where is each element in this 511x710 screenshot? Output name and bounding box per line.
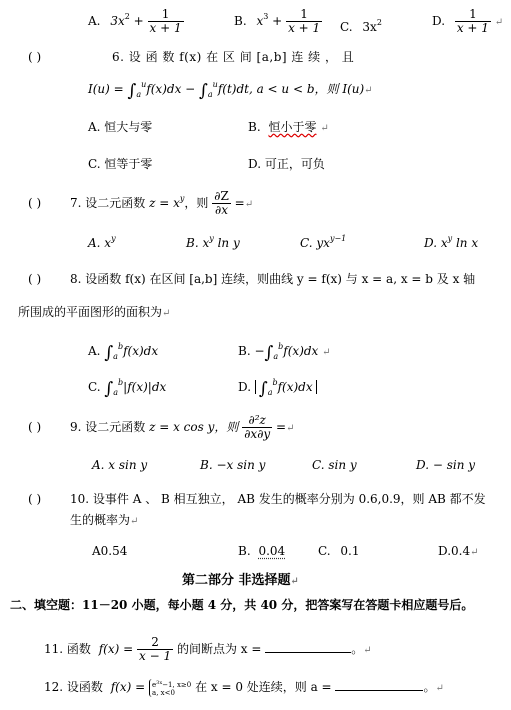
q9-stem: 9. 设二元函数 z = x cos y，则 $\frac{\text{∂²z}}{\partial x\partial y}$ =↵ [70, 413, 295, 442]
q6-option-c: C. 恒等于零 [88, 157, 153, 171]
q10-answer-paren[interactable]: ( ) [28, 492, 42, 506]
q6-answer-paren[interactable]: ( ) [28, 50, 42, 64]
q8-option-d: D. $\int_a^bf(x)dx$ [238, 378, 317, 399]
return-mark-icon: ↵ [286, 423, 295, 435]
return-mark-icon: ↵ [130, 516, 139, 527]
q8-stem-line2: 所围成的平面图形的面积为↵ [18, 305, 171, 319]
integral-icon: ∫ [199, 81, 208, 101]
integral-icon: ∫ [127, 81, 137, 101]
integral-icon: ∫ [264, 343, 274, 363]
q10-stem-line2: 生的概率为↵ [70, 513, 139, 527]
q9-option-c: C. sin y [312, 458, 357, 472]
integral-icon: ∫ [258, 379, 268, 399]
q10-option-a: A0.54 [92, 544, 128, 558]
return-mark-icon: ↵ [322, 347, 331, 358]
q5-b-fraction: $\frac{1}{x + 1}$ [288, 7, 321, 36]
q9-answer-paren[interactable]: ( ) [28, 420, 42, 434]
q9-option-b: B. −x sin y [200, 458, 266, 472]
part2-heading: 第二部分 非选择题↵ [182, 573, 299, 588]
q8-answer-paren[interactable]: ( ) [28, 272, 42, 286]
q10-option-c: C. 0.1 [318, 544, 360, 558]
q9-option-d: D. − sin y [416, 458, 476, 472]
q6-option-a: A. 恒大与零 [88, 120, 153, 134]
q5-option-c: C. $3x^2$ [340, 18, 382, 34]
q8-option-a: A. $\int_a^bf(x)dx$ [88, 342, 159, 363]
return-mark-icon: ↵ [364, 85, 373, 96]
q5-option-d: D. $\frac{1}{x + 1}$ ↵ [432, 7, 504, 36]
q7-stem: 7. 设二元函数 $z = x^y$，则 $\frac{\partial Z}{\partial x}$ =↵ [70, 189, 254, 218]
return-mark-icon: ↵ [435, 683, 444, 694]
q11-fraction: $\frac{2}{x - 1}$ [139, 635, 172, 664]
integral-icon: ∫ [104, 379, 114, 399]
return-mark-icon: ↵ [290, 576, 299, 587]
q10-option-b: B. 0.04 [238, 544, 286, 558]
return-mark-icon: ↵ [320, 123, 329, 134]
q10-option-d: D.0.4↵ [438, 544, 479, 558]
question-12: 12. 设函数 f(x) = $e^{3x}-1$, x≥0 a, x<0 在 x = 0 处连续，则 a = 。↵ [44, 679, 444, 697]
q6-option-b: B. 恒小于零 ↵ [248, 120, 329, 134]
q11-answer-blank[interactable] [265, 640, 351, 653]
q8-option-b: B. $-\int_a^bf(x)dx$ ↵ [238, 342, 331, 363]
part2-instruction: 二、填空题：11－20 小题，每小题 4 分，共 40 分，把答案写在答题卡相应题号后。 [10, 598, 474, 612]
q7-option-c: C. $yx^{y-1}$ [300, 234, 347, 250]
return-mark-icon: ↵ [244, 199, 254, 211]
q10-stem-line1: 10. 设事件 A 、 B 相互独立， AB 发生的概率分别为 0.6,0.9，则 AB 都不发 [70, 492, 486, 506]
q6-option-d: D. 可正，可负 [248, 157, 325, 171]
q7-answer-paren[interactable]: ( ) [28, 196, 42, 210]
q5-d-fraction: $\frac{1}{x + 1}$ [456, 7, 489, 36]
q8-stem-line1: 8. 设函数 f(x) 在区间 [a,b] 连续，则曲线 y = f(x) 与 x = a, x = b 及 x 轴 [70, 272, 476, 286]
integral-icon: ∫ [104, 343, 114, 363]
q7-option-a: A. $x^y$ [88, 234, 116, 250]
q9-derivative: $\frac{\text{∂²z}}{\partial x\partial y}$ [244, 413, 271, 442]
return-mark-icon: ↵ [470, 547, 479, 558]
q6-stem-line1: 6. 设 函 数 f(x) 在 区 间 [a,b] 连 续 ， 且 [112, 50, 355, 64]
q6-stem-line2: $I(u) = \int_a^uf(x)dx - \int_a^uf(t)dt$, a < u < b，则 I(u)↵ [88, 80, 373, 101]
return-mark-icon: ↵ [363, 645, 372, 657]
q12-piecewise: $e^{3x}-1$, x≥0 a, x<0 [149, 679, 191, 697]
q7-option-d: D. $x^y$ ln x [424, 234, 479, 250]
q8-option-c: C. $\int_a^b|f(x)|dx$ [88, 378, 167, 399]
question-11: 11. 函数 f(x) = $\frac{2}{x - 1}$ 的间断点为 x = 。↵ [44, 635, 372, 664]
return-mark-icon: ↵ [162, 308, 171, 319]
q8-d-abs-bars: $\int_a^bf(x)dx$ [255, 380, 317, 394]
q7-derivative: $\frac{\partial Z}{\partial x}$ [214, 189, 229, 218]
q5-a-fraction: $\frac{1}{x + 1}$ [149, 7, 182, 36]
q12-answer-blank[interactable] [335, 678, 423, 691]
q9-option-a: A. x sin y [92, 458, 148, 472]
q7-option-b: B. $x^y$ ln y [186, 234, 240, 250]
q5-option-b: B. $x^3$ + $\frac{1}{x + 1}$ [234, 7, 321, 36]
return-mark-icon: ↵ [494, 17, 504, 29]
q5-option-a: A. $3x^2$ + $\frac{1}{x + 1}$ [88, 7, 182, 36]
